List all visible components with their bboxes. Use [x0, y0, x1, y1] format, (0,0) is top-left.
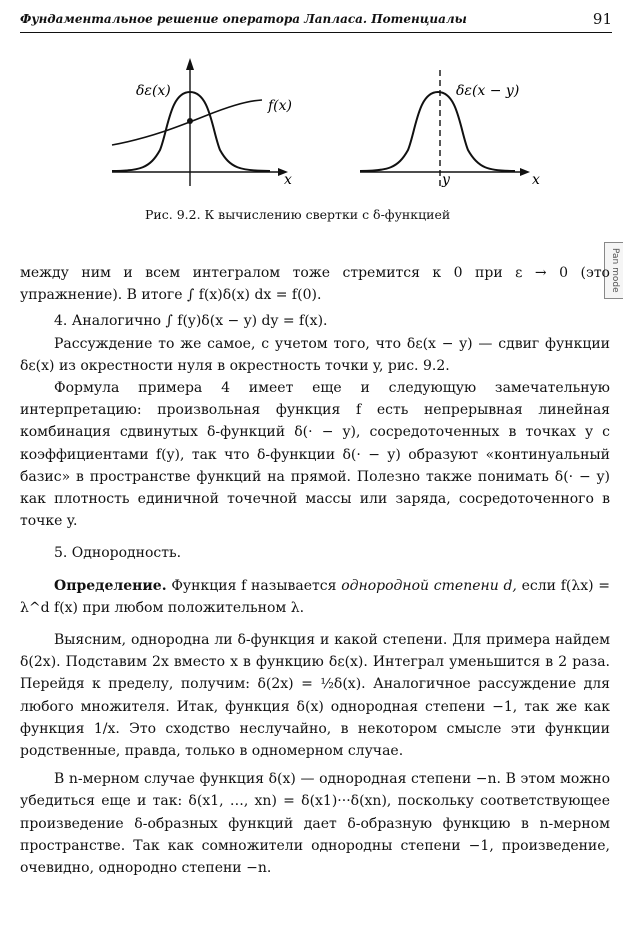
pan-mode-toggle[interactable]: Pan mode [604, 242, 623, 299]
paragraph-reasoning: Рассуждение то же самое, с учетом того, что δε(x − y) — сдвиг функции δε(x) из окрестности нуля в окрестность точки y, рис. 9.2. [20, 335, 610, 374]
definition-text-before: Функция f называется [171, 577, 337, 594]
definition-term: однородной степени d, [341, 577, 517, 594]
running-title: Фундаментальное решение оператора Лапласа. Потенциалы [20, 12, 467, 26]
text-block-1 [20, 262, 610, 879]
definition-text-after: если f(λx) = λ^d f(x) при любом положительном λ. [20, 577, 611, 616]
left-x-label: x [284, 172, 292, 188]
intersection-dot [187, 118, 193, 124]
left-y-arrow [186, 58, 194, 70]
left-delta-curve [112, 92, 270, 171]
page-header [20, 10, 612, 33]
right-x-arrow [520, 168, 530, 176]
left-f-curve [112, 100, 262, 145]
paragraph-continuation: между ним и всем интегралом тоже стремится к 0 при ε → 0 (это упражнение). В итоге ∫ f(x)δ(x) dx = f(0). [20, 265, 610, 304]
paragraph-homogeneity-delta: Выясним, однородна ли δ-функция и какой степени. Для примера найдем δ(2x). Подставим 2x вместо x в функцию δε(x). Интеграл уменьшится в 2 раза. Перейдя к пределу, получим: δ(2x) = ½δ(x). Аналогичное рассуждение для любого множителя. Итак, функция δ(x) однородная степени −1, так же как функция 1/x. Это сходство неслучайно, в некотором смысле эти функции родственные, правда, только в одномерном случае. [20, 632, 610, 760]
right-y-label: y [442, 172, 450, 188]
paragraph-interpretation: Формула примера 4 имеет еще и следующую замечательную интерпретацию: произвольная функция f есть непрерывная линейная комбинация сдвинутых δ-функций δ(· − y), сосредоточенных в точках y с коэффициентами f(y), так что δ-функции δ(· − y) образуют «континуальный базис» в пространстве функций на прямой. Полезно также понимать δ(· − y) как плотность единичной точечной массы или заряда, сосредоточенного в точке y. [20, 380, 610, 530]
right-delta-curve [360, 92, 515, 171]
paragraph-example-4: 4. Аналогично ∫ f(y)δ(x − y) dy = f(x). [54, 313, 328, 330]
left-delta-label: δε(x) [136, 83, 171, 99]
figure-caption: Рис. 9.2. К вычислению свертки с δ-функцией [145, 207, 451, 222]
section-homogeneity: 5. Однородность. [54, 545, 182, 562]
paragraph-n-dimensional: В n-мерном случае функция δ(x) — однородная степени −n. В этом можно убедиться еще и так: δ(x1, …, xn) = δ(x1)···δ(xn), поскольку соответствующее произведение δ-образных функций дает δ-образную функцию в n-мерном пространстве. Так как сомножители однородны степени −1, произведение, очевидно, однородно степени −n. [20, 771, 610, 877]
page-number: 91 [592, 10, 612, 28]
left-f-label: f(x) [268, 98, 293, 114]
definition-label: Определение. [54, 577, 167, 594]
figure-9-2 [0, 50, 623, 200]
right-delta-label: δε(x − y) [456, 83, 520, 99]
definition-paragraph [20, 575, 610, 619]
right-x-label: x [532, 172, 540, 188]
